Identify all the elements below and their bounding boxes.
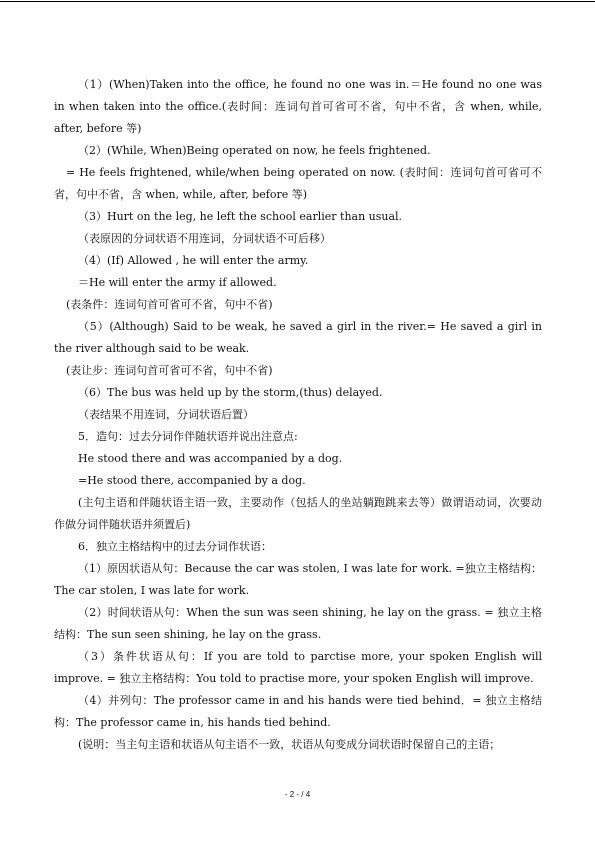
paragraph-2: （2）(While, When)Being operated on now, he feels frightened. — [78, 144, 431, 157]
top-rule — [0, 1, 595, 2]
paragraph-1: （1）(When)Taken into the office, he found no one was in.＝He found no one was in when taken into the office.(表时间：连词句首可省可不省，句中不省，含 when, while, after, before 等) — [54, 78, 542, 135]
paragraph-5: （表原因的分词状语不用连词，分词状语不可后移） — [78, 232, 331, 245]
paragraph-20: （3）条件状语从句：If you are told to parctise more, your spoken English will improve. = 独立主格结构：You told to practise more, your spoken English will improve. — [54, 650, 542, 685]
paragraph-13: 5．造句：过去分词作伴随状语并说出注意点: — [78, 430, 298, 443]
paragraph-6: （4）(If) Allowed , he will enter the army. — [78, 254, 309, 267]
paragraph-17: 6．独立主格结构中的过去分词作状语： — [78, 540, 272, 553]
paragraph-8: (表条件：连词句首可省可不省，句中不省) — [66, 298, 273, 311]
paragraph-10: (表让步：连词句首可省可不省，句中不省) — [66, 364, 273, 377]
paragraph-15: =He stood there, accompanied by a dog. — [78, 474, 306, 487]
paragraph-18: （1）原因状语从句：Because the car was stolen, I was late for work. =独立主格结构：The car stolen, I was late for work. — [54, 562, 542, 597]
paragraph-3: = He feels frightened, while/when being operated on now. (表时间：连词句首可省可不省，句中不省，含 when, while, after, before 等) — [54, 166, 542, 201]
paragraph-21: （4）并列句：The professor came in and his hands were tied behind．= 独立主格结构：The professor came in, his hands tied behind. — [54, 694, 542, 729]
paragraph-9: （5）(Although) Said to be weak, he saved a girl in the river.= He saved a girl in the river although said to be weak. — [54, 320, 542, 355]
paragraph-19: （2）时间状语从句：When the sun was seen shining, he lay on the grass. = 独立主格结构：The sun seen shining, he lay on the grass. — [54, 606, 542, 641]
paragraph-4: （3）Hurt on the leg, he left the school earlier than usual. — [78, 210, 403, 223]
page-number: - 2 - / 4 — [284, 790, 311, 799]
paragraph-11: （6）The bus was held up by the storm,(thus) delayed. — [78, 386, 383, 399]
paragraph-12: （表结果不用连词，分词状语后置） — [78, 408, 254, 421]
paragraph-7: ＝He will enter the army if allowed. — [78, 276, 277, 289]
paragraph-22: (说明：当主句主语和状语从句主语不一致，状语从句变成分词状语时保留自己的主语； — [78, 738, 501, 751]
document-body — [54, 74, 542, 756]
paragraph-14: He stood there and was accompanied by a dog. — [78, 452, 343, 465]
paragraph-16: (主句主语和伴随状语主语一致，主要动作（包括人的坐站躺跑跳来去等）做谓语动词，次要动作做分词伴随状语并须置后) — [54, 496, 542, 531]
